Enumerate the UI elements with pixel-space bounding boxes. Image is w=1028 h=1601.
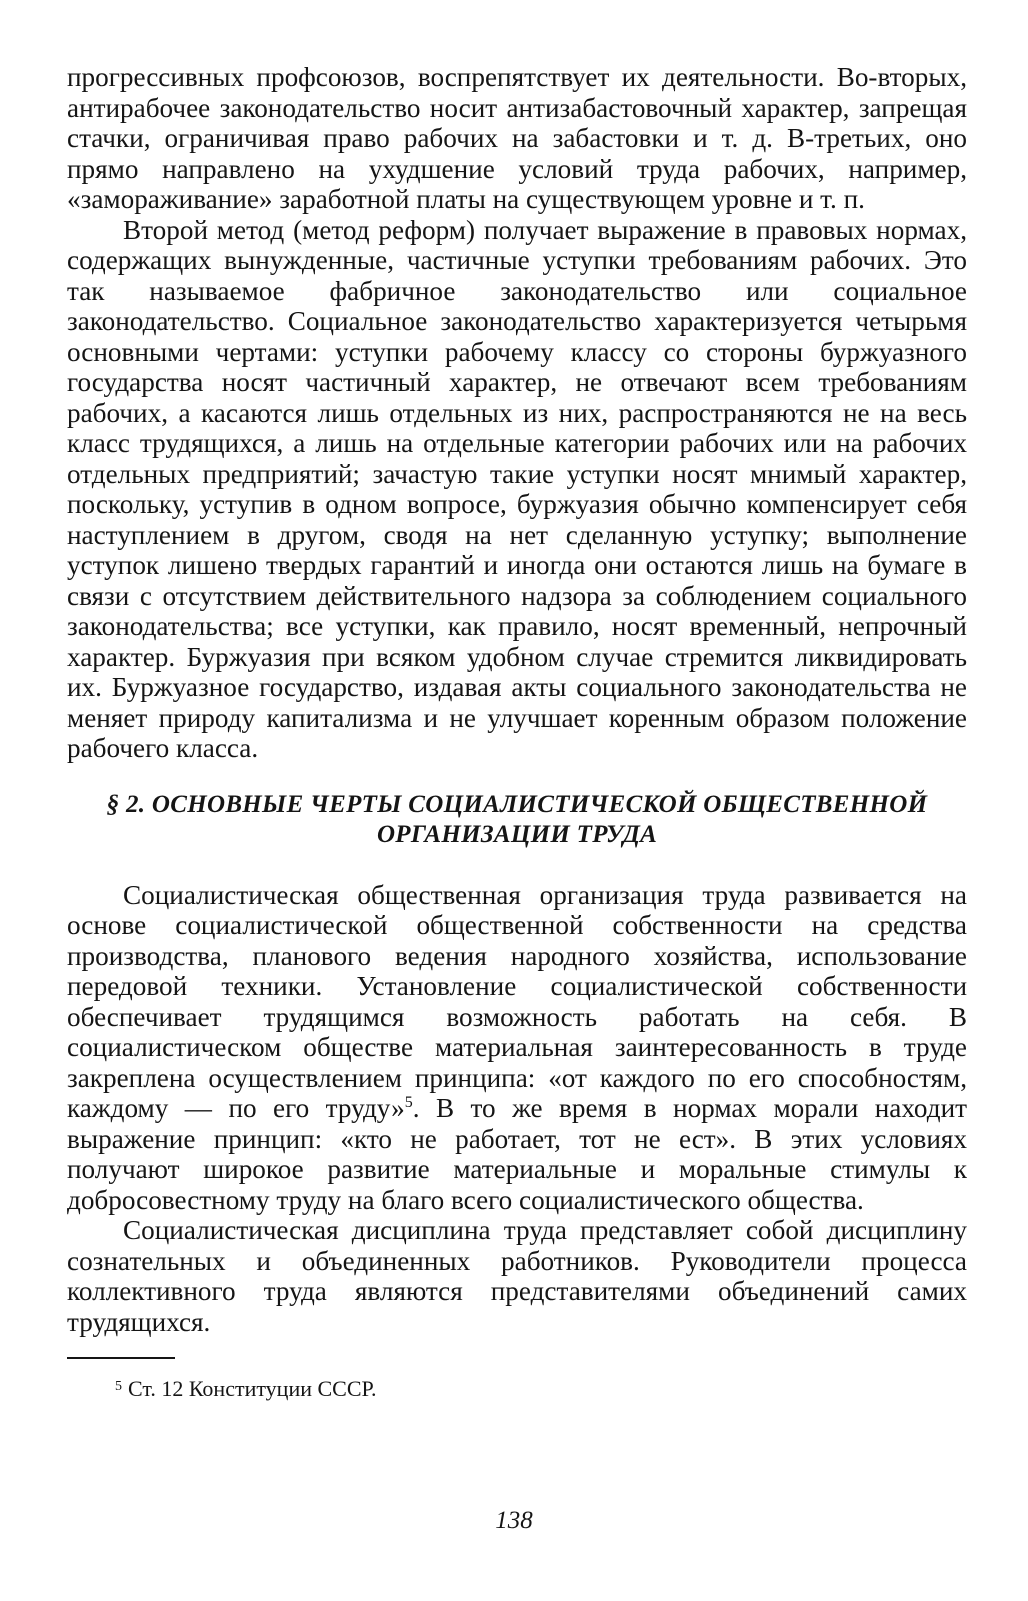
section-heading-line-2: ОРГАНИЗАЦИИ ТРУДА [376, 820, 658, 848]
paragraph-reform-method: Второй метод (метод реформ) получает выражение в правовых нормах, содержащих вынужденные, частичные уступки требованиям рабочих. Это так называемое фабричное законодательство или социальное законодательство. Социальное законодательство характеризуется четырьмя основными чертами: уступки рабочему классу со стороны буржуазного государства носят частичный характер, не отвечают всем требованиям рабочих, а касаются лишь отдельных из них, распространяются не на весь класс трудящихся, а лишь на отдельные категории рабочих или на рабочих отдельных предприятий; зачастую такие уступки носят мнимый характер, поскольку, уступив в одном вопросе, буржуазия обычно компенсирует себя наступлением в другом, сводя на нет сделанную уступку; выполнение уступок лишено твердых гарантий и иногда они остаются лишь на бумаге в связи с отсутствием действительного надзора за соблюдением социального законодательства; все уступки, как правило, носят временный, непрочный характер. Буржуазия при всяком удобном случае стремится ликвидировать их. Буржуазное государство, издавая акты социального законодательства не меняет природу капитализма и не улучшает коренным образом положение рабочего класса. [67, 214, 967, 763]
section-heading [67, 790, 967, 850]
footnote-reference: 5 [404, 1094, 413, 1111]
paragraph-socialist-organization [67, 880, 967, 1216]
paragraph-labor-discipline: Социалистическая дисциплина труда представляет собой дисциплину сознательных и объединенных работников. Руководители процесса коллективного труда являются представителями объединений самих трудящихся. [67, 1215, 967, 1337]
footnote-mark: 5 [115, 1379, 122, 1394]
section-heading-line-1: § 2. ОСНОВНЫЕ ЧЕРТЫ СОЦИАЛИСТИЧЕСКОЙ ОБЩЕСТВЕННОЙ [106, 790, 928, 818]
footnote-text: Ст. 12 Конституции СССР. [128, 1376, 377, 1401]
footnote [67, 1373, 967, 1403]
page-number: 138 [495, 1507, 533, 1534]
paragraph-text-part-1: Социалистическая общественная организация труда развивается на основе социалистической общественной собственности на средства производства, планового ведения народного хозяйства, использование передовой техники. Установление социалистической собственности обеспечивает трудящимся возможность работать на себя. В социалистическом обществе материальная заинтересованность в труде закреплена осуществлением принципа: «от каждого по его способностям, каждому — по его труду» [67, 879, 967, 1123]
footnote-divider [67, 1357, 175, 1359]
page-body [67, 62, 967, 1403]
paragraph-antilabor-law: прогрессивных профсоюзов, воспрепятствует их деятельности. Во-вторых, антирабочее законодательство носит антизабастовочный характер, запрещая стачки, ограничивая право рабочих на забастовки и т. д. В-третьих, оно прямо направлено на ухудшение условий труда рабочих, например, «замораживание» заработной платы на существующем уровне и т. п. [67, 62, 967, 214]
paragraph-text-part-2: . В то же время в нормах морали находит выражение принцип: «кто не работает, тот не ест». В этих условиях получают широкое развитие материальные и моральные стимулы к добросовестному труду на благо всего социалистического общества. [67, 1093, 967, 1215]
